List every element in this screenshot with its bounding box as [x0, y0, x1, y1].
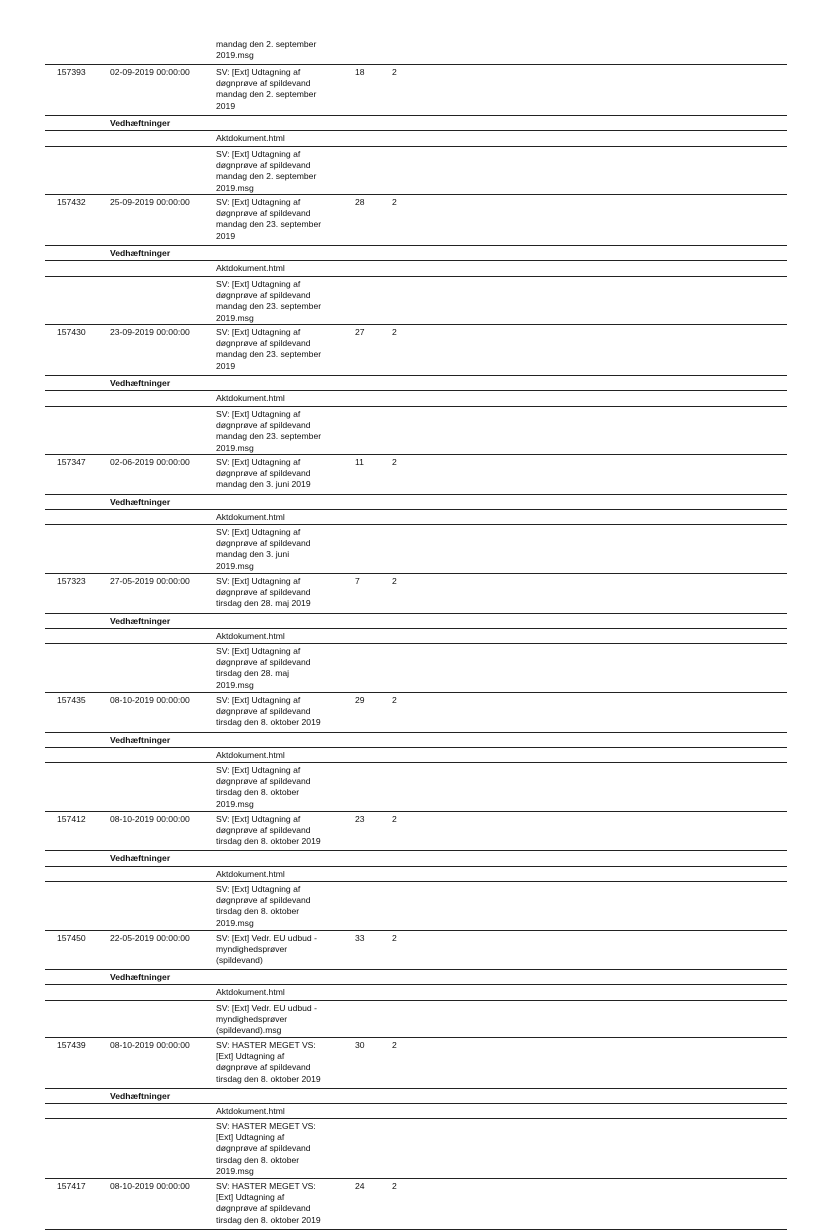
table-row: [45, 67, 787, 115]
row-divider: [45, 194, 787, 195]
attachment-file-name: SV: [Ext] Udtagning af døgnprøve af spildevand tirsdag den 8. oktober 2019.msg: [216, 884, 311, 928]
attachment-html-file: Aktdokument.html: [216, 133, 285, 143]
record-count: 2: [392, 695, 397, 705]
attachments-divider: [45, 747, 787, 748]
attachment-file-name: SV: [Ext] Udtagning af døgnprøve af spildevand tirsdag den 28. maj 2019.msg: [216, 646, 311, 690]
attachments-header-row: [45, 972, 787, 984]
record-count: 2: [392, 814, 397, 824]
table-row: [45, 576, 787, 613]
record-title: SV: HASTER MEGET VS: [Ext] Udtagning af døgnprøve af spildevand tirsdag den 8. oktober 2019: [216, 1181, 321, 1225]
record-number: 18: [355, 67, 365, 77]
attachments-label: Vedhæftninger: [110, 378, 171, 388]
attachment-divider: [45, 524, 787, 525]
record-id: 157323: [57, 576, 86, 586]
record-number: 11: [355, 457, 364, 467]
attachment-file-name: SV: [Ext] Udtagning af døgnprøve af spildevand mandag den 2. september 2019.msg: [216, 149, 317, 193]
table-row: [45, 197, 787, 245]
attachment-html-file: Aktdokument.html: [216, 750, 285, 760]
attachments-divider: [45, 509, 787, 510]
attachment-row: [45, 1106, 787, 1118]
record-count: 2: [392, 576, 397, 586]
table-row: [45, 814, 787, 851]
row-divider: [45, 930, 787, 931]
row-divider: [45, 692, 787, 693]
attachments-label: Vedhæftninger: [110, 118, 171, 128]
row-divider: [45, 811, 787, 812]
record-count: 2: [392, 1181, 397, 1191]
record-date: 08-10-2019 00:00:00: [110, 1181, 190, 1191]
record-title: SV: HASTER MEGET VS: [Ext] Udtagning af døgnprøve af spildevand tirsdag den 8. oktober 2019: [216, 1040, 321, 1084]
attachment-row: [45, 527, 787, 573]
attachment-file-name: SV: [Ext] Vedr. EU udbud - myndighedsprøver (spildevand).msg: [216, 1003, 317, 1036]
record-date: 27-05-2019 00:00:00: [110, 576, 190, 586]
row-divider: [45, 375, 787, 376]
row-divider: [45, 969, 787, 970]
attachments-divider: [45, 866, 787, 867]
attachment-divider: [45, 406, 787, 407]
attachments-divider: [45, 984, 787, 985]
attachments-divider: [45, 130, 787, 131]
row-divider: [45, 850, 787, 851]
attachment-divider: [45, 276, 787, 277]
attachment-file-name: SV: HASTER MEGET VS: [Ext] Udtagning af døgnprøve af spildevand tirsdag den 8. oktober 2019.msg: [216, 1121, 316, 1176]
record-title: SV: [Ext] Udtagning af døgnprøve af spildevand tirsdag den 8. oktober 2019: [216, 814, 321, 847]
record-title: SV: [Ext] Udtagning af døgnprøve af spildevand tirsdag den 8. oktober 2019: [216, 695, 321, 728]
record-count: 2: [392, 457, 397, 467]
attachments-header-row: [45, 1091, 787, 1103]
table-row: [45, 327, 787, 375]
attachments-label: Vedhæftninger: [110, 497, 171, 507]
record-id: 157439: [57, 1040, 86, 1050]
table-row: [45, 1181, 787, 1229]
attachments-header-row: [45, 853, 787, 865]
attachment-row: [45, 765, 787, 811]
record-id: 157393: [57, 67, 86, 77]
attachment-html-file: Aktdokument.html: [216, 1106, 285, 1116]
attachment-divider: [45, 643, 787, 644]
record-date: 02-06-2019 00:00:00: [110, 457, 190, 467]
table-row: [45, 1040, 787, 1088]
row-divider: [45, 573, 787, 574]
record-id: 157430: [57, 327, 86, 337]
row-divider: [45, 245, 787, 246]
attachment-divider: [45, 762, 787, 763]
record-number: 33: [355, 933, 365, 943]
attachments-header-row: [45, 248, 787, 260]
attachment-row: [45, 646, 787, 692]
attachment-row: [45, 149, 787, 195]
attachments-label: Vedhæftninger: [110, 248, 171, 258]
attachments-label: Vedhæftninger: [110, 616, 171, 626]
attachments-label: Vedhæftninger: [110, 1091, 171, 1101]
record-number: 30: [355, 1040, 365, 1050]
table-row: [45, 933, 787, 970]
attachment-row: [45, 263, 787, 275]
record-date: 25-09-2019 00:00:00: [110, 197, 190, 207]
attachment-row: [45, 512, 787, 524]
row-divider: [45, 1088, 787, 1089]
row-divider: [45, 494, 787, 495]
attachment-row: [45, 409, 787, 455]
record-count: 2: [392, 327, 397, 337]
attachment-row: [45, 393, 787, 405]
attachments-label: Vedhæftninger: [110, 853, 171, 863]
row-divider: [45, 454, 787, 455]
record-count: 2: [392, 1040, 397, 1050]
record-date: 08-10-2019 00:00:00: [110, 814, 190, 824]
attachment-row: [45, 1003, 787, 1038]
attachments-header-row: [45, 616, 787, 628]
attachment-file-name: SV: [Ext] Udtagning af døgnprøve af spildevand mandag den 23. september 2019.msg: [216, 409, 322, 453]
attachments-divider: [45, 628, 787, 629]
attachments-label: Vedhæftninger: [110, 735, 171, 745]
attachment-html-file: Aktdokument.html: [216, 263, 285, 273]
attachment-row: [45, 279, 787, 325]
record-number: 27: [355, 327, 365, 337]
attachment-html-file: Aktdokument.html: [216, 987, 285, 997]
row-divider: [45, 1178, 787, 1179]
attachment-row: [45, 631, 787, 643]
row-divider: [45, 1037, 787, 1038]
record-id: 157432: [57, 197, 86, 207]
attachment-row: [45, 750, 787, 762]
record-date: 08-10-2019 00:00:00: [110, 695, 190, 705]
attachment-divider: [45, 1118, 787, 1119]
row-divider: [45, 613, 787, 614]
attachment-row: [45, 884, 787, 930]
attachment-html-file: Aktdokument.html: [216, 869, 285, 879]
record-title: SV: [Ext] Udtagning af døgnprøve af spildevand mandag den 23. september 2019: [216, 327, 322, 371]
record-number: 7: [355, 576, 360, 586]
attachment-html-file: Aktdokument.html: [216, 393, 285, 403]
row-divider: [45, 732, 787, 733]
record-number: 29: [355, 695, 365, 705]
attachment-html-file: Aktdokument.html: [216, 512, 285, 522]
attachment-row: [45, 1121, 787, 1178]
record-id: 157412: [57, 814, 86, 824]
attachment-file-name: SV: [Ext] Udtagning af døgnprøve af spildevand mandag den 3. juni 2019.msg: [216, 527, 311, 571]
row-divider: [45, 64, 787, 65]
attachment-file-name: SV: [Ext] Udtagning af døgnprøve af spildevand tirsdag den 8. oktober 2019.msg: [216, 765, 311, 809]
record-id: 157347: [57, 457, 86, 467]
record-count: 2: [392, 197, 397, 207]
attachment-divider: [45, 881, 787, 882]
attachments-divider: [45, 260, 787, 261]
record-id: 157435: [57, 695, 86, 705]
record-id: 157417: [57, 1181, 86, 1191]
record-id: 157450: [57, 933, 86, 943]
attachment-html-file: Aktdokument.html: [216, 631, 285, 641]
row-divider: [45, 324, 787, 325]
record-title: SV: [Ext] Udtagning af døgnprøve af spildevand mandag den 23. september 2019: [216, 197, 322, 241]
attachment-divider: [45, 146, 787, 147]
attachments-header-row: [45, 378, 787, 390]
record-title: SV: [Ext] Udtagning af døgnprøve af spildevand mandag den 2. september 2019: [216, 67, 317, 111]
attachment-row: [45, 987, 787, 999]
attachment-row: [45, 133, 787, 145]
attachments-label: Vedhæftninger: [110, 972, 171, 982]
attachment-divider: [45, 1000, 787, 1001]
record-date: 02-09-2019 00:00:00: [110, 67, 190, 77]
record-title: SV: [Ext] Vedr. EU udbud - myndighedsprøver (spildevand): [216, 933, 317, 966]
record-count: 2: [392, 933, 397, 943]
record-date: 08-10-2019 00:00:00: [110, 1040, 190, 1050]
row-divider: [45, 115, 787, 116]
table-row: [45, 457, 787, 494]
continued-attachment-row: [45, 39, 787, 64]
record-number: 23: [355, 814, 365, 824]
attachment-row: [45, 869, 787, 881]
attachments-header-row: [45, 735, 787, 747]
record-title: SV: [Ext] Udtagning af døgnprøve af spildevand mandag den 3. juni 2019: [216, 457, 311, 490]
record-date: 22-05-2019 00:00:00: [110, 933, 190, 943]
attachment-file-name: SV: [Ext] Udtagning af døgnprøve af spildevand mandag den 23. september 2019.msg: [216, 279, 322, 323]
attachments-header-row: [45, 118, 787, 130]
record-number: 24: [355, 1181, 365, 1191]
attachment-file-name: mandag den 2. september 2019.msg: [216, 39, 317, 61]
attachments-divider: [45, 390, 787, 391]
record-number: 28: [355, 197, 365, 207]
record-date: 23-09-2019 00:00:00: [110, 327, 190, 337]
record-count: 2: [392, 67, 397, 77]
record-title: SV: [Ext] Udtagning af døgnprøve af spildevand tirsdag den 28. maj 2019: [216, 576, 311, 609]
table-row: [45, 695, 787, 732]
attachments-header-row: [45, 497, 787, 509]
attachments-divider: [45, 1103, 787, 1104]
